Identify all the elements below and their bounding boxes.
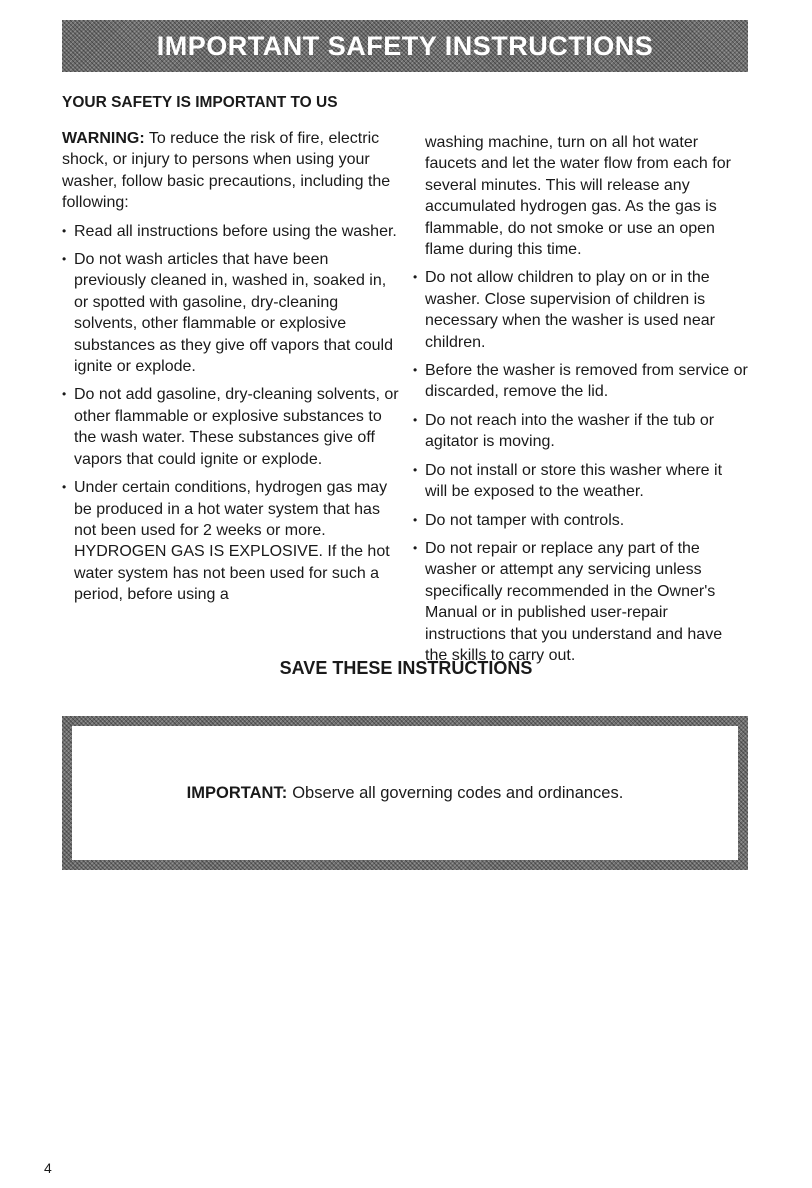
- list-item: • Do not install or store this washer where it will be exposed to the weather.: [413, 460, 748, 503]
- section-heading: YOUR SAFETY IS IMPORTANT TO US: [62, 94, 338, 111]
- right-bullet-list: [413, 267, 748, 666]
- important-notice: [72, 726, 738, 860]
- important-notice-box: [62, 716, 748, 870]
- list-item: • Do not reach into the washer if the tub or agitator is moving.: [413, 410, 748, 453]
- important-text: Observe all governing codes and ordinances.: [292, 783, 624, 802]
- important-label: IMPORTANT:: [186, 783, 288, 802]
- continued-paragraph: washing machine, turn on all hot water faucets and let the water flow from each for several minutes. This will release any accumulated hydrogen gas. As the gas is flammable, do not smoke or use an open flame during this time.: [425, 134, 731, 259]
- banner-title: IMPORTANT SAFETY INSTRUCTIONS: [156, 30, 654, 61]
- warning-label: WARNING:: [62, 130, 145, 147]
- warning-text: To reduce the risk of fire, electric shock, or injury to persons when using your washer, follow basic precautions, including the following:: [62, 130, 391, 212]
- list-item: • Do not tamper with controls.: [413, 510, 748, 531]
- list-item: • Do not allow children to play on or in the washer. Close supervision of children is necessary when the washer is used near children.: [413, 267, 748, 353]
- warning-paragraph: [62, 128, 404, 214]
- right-column: [413, 132, 748, 673]
- list-item: • Do not add gasoline, dry-cleaning solvents, or other flammable or explosive substances to the wash water. These substances give off vapors that could ignite or explode.: [62, 384, 404, 470]
- list-item: • Before the washer is removed from service or discarded, remove the lid.: [413, 360, 748, 403]
- list-item: • Do not wash articles that have been previously cleaned in, washed in, soaked in, or spotted with gasoline, dry-cleaning solvents, other flammable or explosive substances as they give off vapors that could ignite or explode.: [62, 249, 404, 377]
- left-column: [62, 128, 404, 613]
- left-bullet-list: [62, 221, 404, 606]
- title-banner: [62, 20, 748, 72]
- list-item: • Do not repair or replace any part of the washer or attempt any servicing unless specifically recommended in the Owner's Manual or in published user-repair instructions that you understand and have the skills to carry out.: [413, 538, 748, 666]
- list-item: • Under certain conditions, hydrogen gas may be produced in a hot water system that has not been used for 2 weeks or more. HYDROGEN GAS IS EXPLOSIVE. If the hot water system has not been used for such a period, before using a: [62, 477, 404, 605]
- list-item: • Read all instructions before using the washer.: [62, 221, 404, 242]
- page-number: 4: [44, 1160, 52, 1176]
- save-instructions-heading: SAVE THESE INSTRUCTIONS: [279, 658, 533, 678]
